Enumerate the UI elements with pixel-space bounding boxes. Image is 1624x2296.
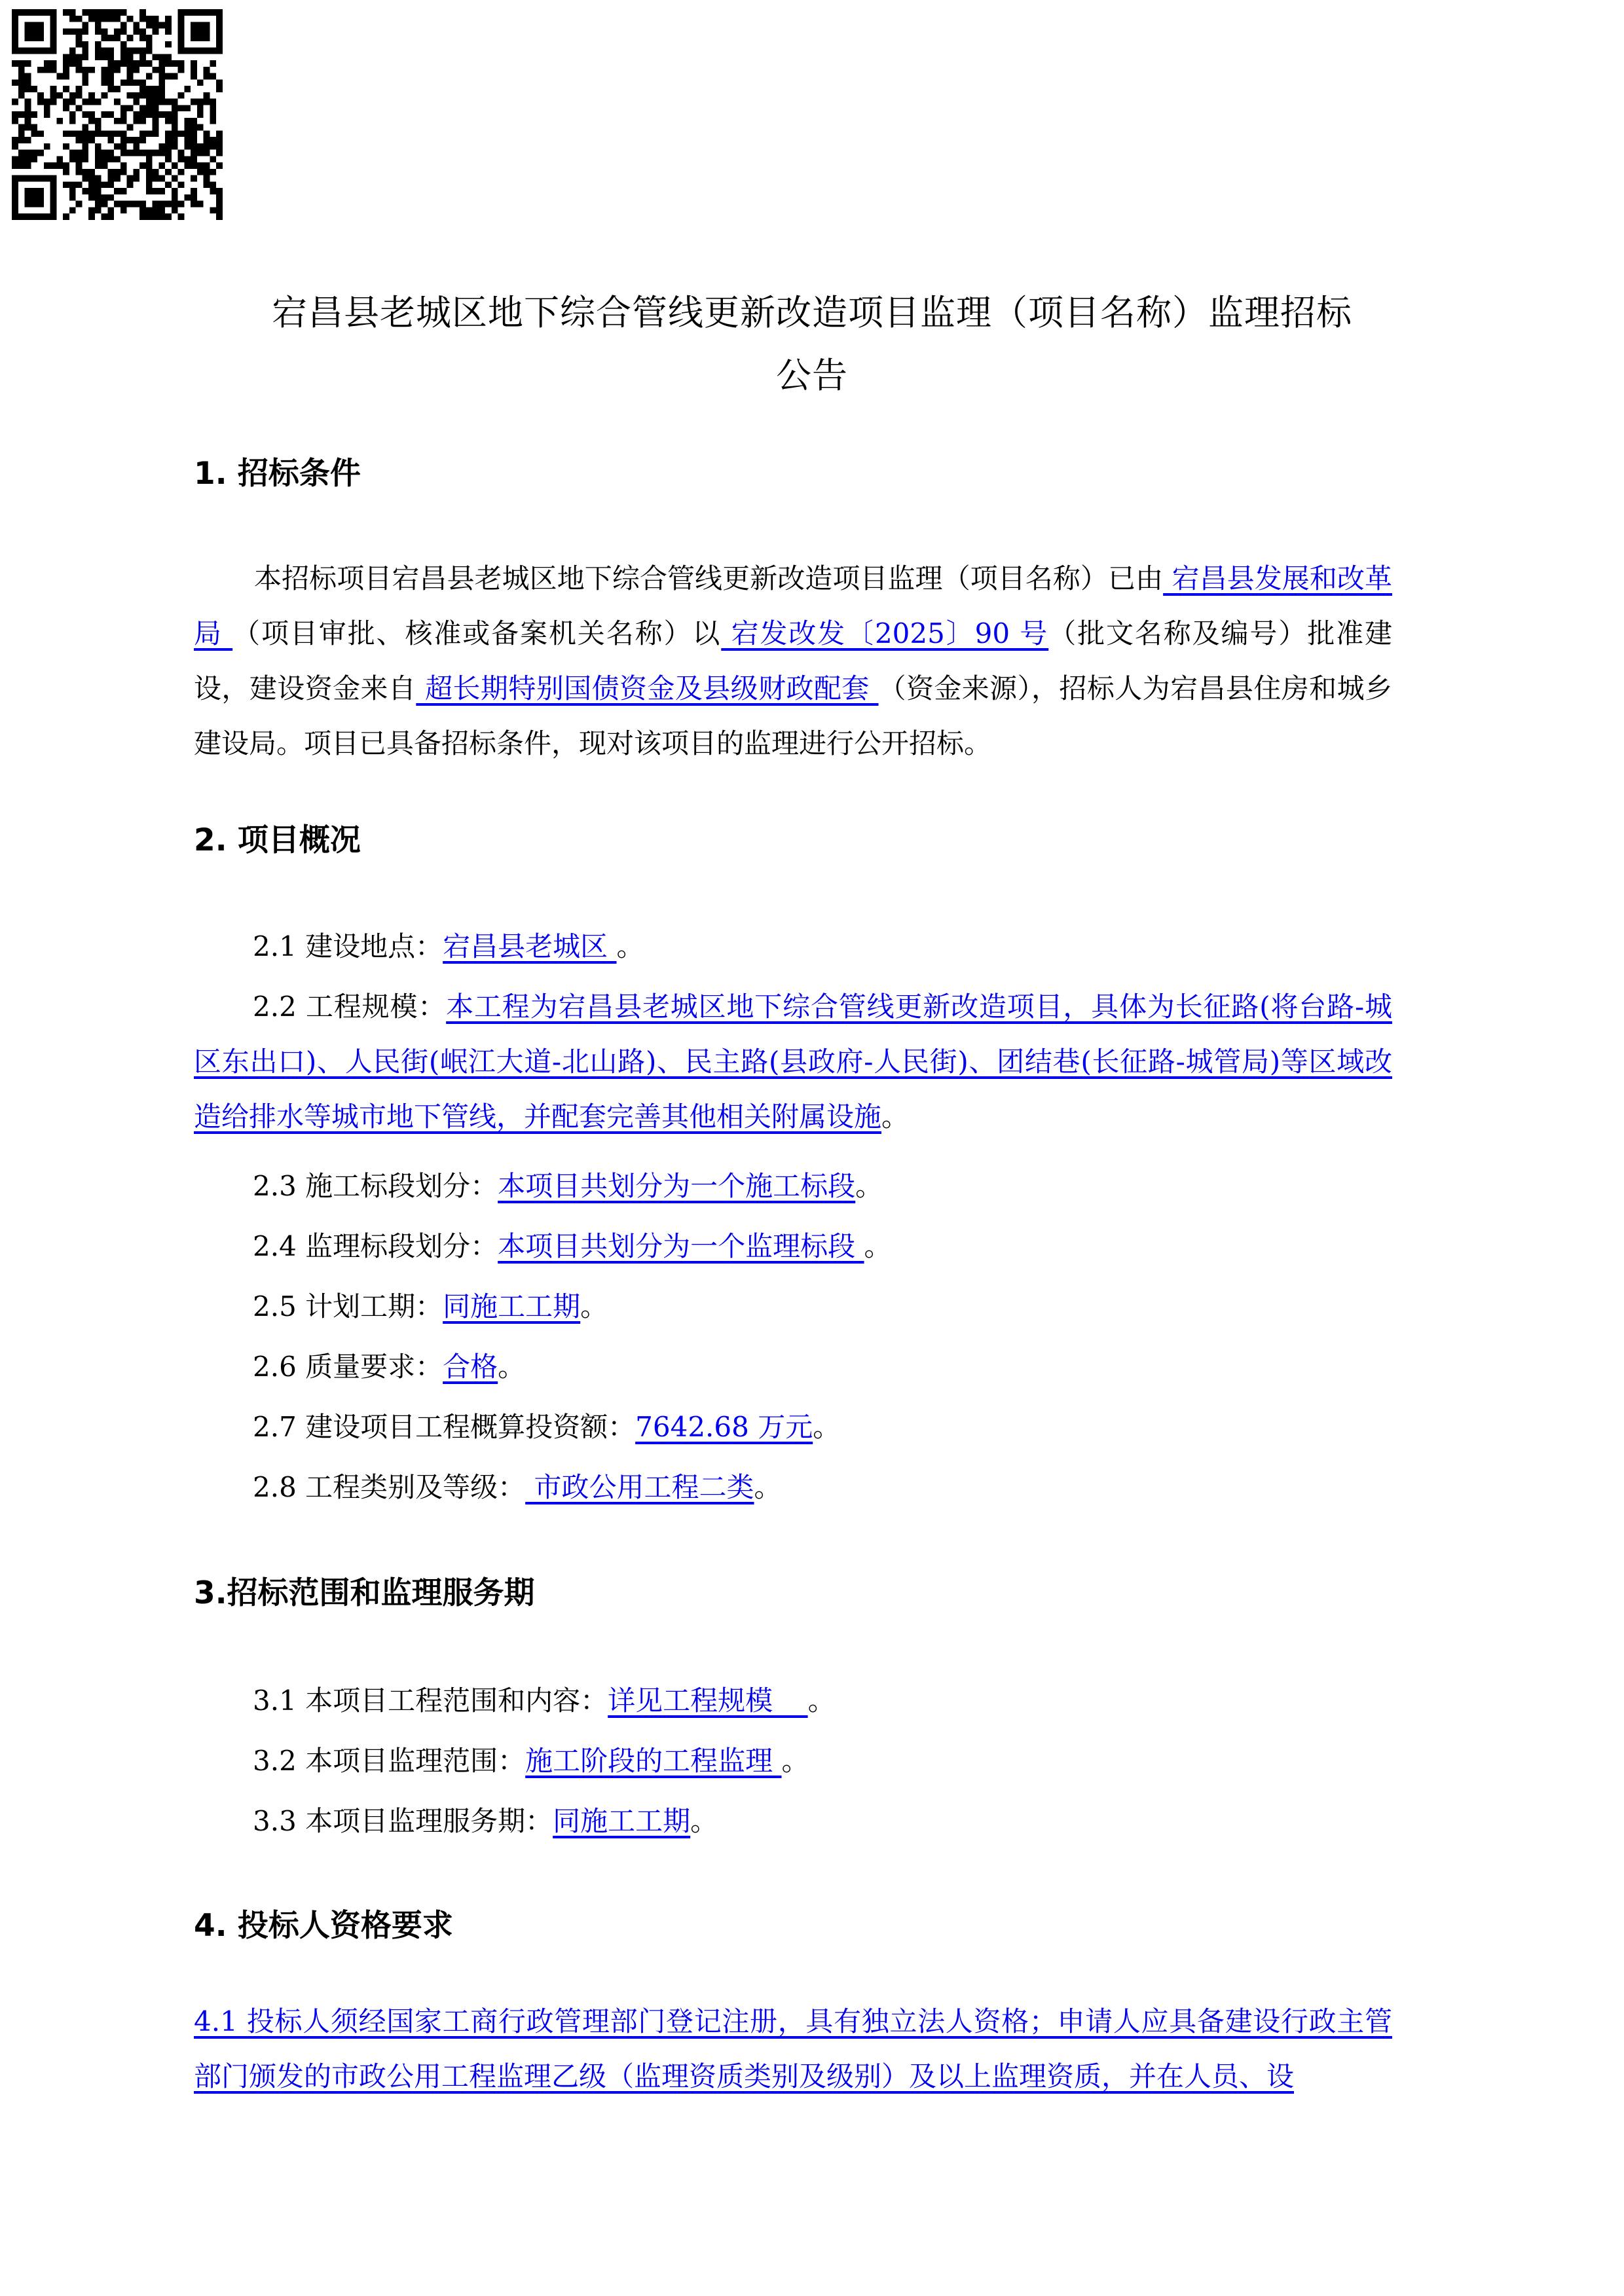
item-label: 2.7 建设项目工程概算投资额： (253, 1411, 636, 1443)
item-value-link[interactable]: 同施工工期 (443, 1290, 581, 1322)
item-label: 2.6 质量要求： (253, 1351, 443, 1383)
title-line-2: 公告 (776, 355, 848, 396)
item-2-7 (253, 1400, 840, 1455)
item-tail: 。 (754, 1471, 782, 1503)
text: 本招标项目宕昌县老城区地下综合管线更新改造项目监理（项目名称）已由 (254, 562, 1164, 594)
approver-link[interactable]: 宕昌县发展和改革局 (194, 562, 1392, 649)
item-tail: 。 (498, 1351, 526, 1383)
item-label: 3.2 本项目监理范围： (253, 1745, 526, 1777)
text: （资金来源），招标人为宕昌县住房和城乡建设局。项目已具备招标条件，现对该项目的监理进行公开招标。 (194, 672, 1392, 759)
item-label: 2.5 计划工期： (253, 1290, 443, 1322)
item-2-4 (253, 1219, 892, 1274)
item-tail: 。 (781, 1745, 809, 1777)
item-3-3 (253, 1794, 718, 1849)
item-label: 2.2 工程规模： (253, 991, 447, 1023)
item-label: 2.4 监理标段划分： (253, 1230, 498, 1262)
title-line-1: 宕昌县老城区地下综合管线更新改造项目监理（项目名称）监理招标 (272, 292, 1352, 333)
item-tail: 。 (855, 1170, 883, 1202)
item-value-link[interactable]: 本项目共划分为一个施工标段 (498, 1170, 856, 1202)
section-1-heading: 1. 招标条件 (194, 456, 361, 492)
section-1-paragraph (194, 551, 1392, 771)
item-tail: 。 (881, 1101, 910, 1133)
item-2-8 (253, 1460, 782, 1515)
item-3-1 (253, 1673, 836, 1728)
item-value-link[interactable]: 施工阶段的工程监理 (525, 1745, 782, 1777)
qr-code-icon (12, 9, 223, 220)
item-value-link[interactable]: 详见工程规模 (608, 1685, 808, 1717)
item-3-2 (253, 1734, 809, 1789)
item-value-link[interactable]: 本项目共划分为一个监理标段 (498, 1230, 864, 1262)
section-2-heading: 2. 项目概况 (194, 822, 361, 858)
item-value-link[interactable]: 本工程为宕昌县老城区地下综合管线更新改造项目，具体为长征路(将台路-城区东出口)、人民街(岷江大道-北山路)、民主路(县政府-人民街)、团结巷(长征路-城管局)等区域改造给排水等城市地下管线，并配套完善其他相关附属设施 (194, 991, 1392, 1133)
item-2-1 (253, 919, 644, 974)
document-title (196, 282, 1428, 407)
item-label: 2.3 施工标段划分： (253, 1170, 498, 1202)
item-4-1 (194, 1994, 1392, 2104)
item-value-link[interactable]: 7642.68 万元 (635, 1411, 813, 1443)
item-label: 2.1 建设地点： (253, 930, 443, 962)
item-2-5 (253, 1279, 608, 1334)
item-2-6 (253, 1339, 525, 1394)
item-value-link[interactable]: 市政公用工程二类 (525, 1471, 754, 1503)
item-value-link[interactable]: 合格 (443, 1351, 498, 1383)
item-label: 2.8 工程类别及等级： (253, 1471, 526, 1503)
item-tail: 。 (807, 1685, 836, 1717)
item-tail: 。 (580, 1290, 608, 1322)
section-4-heading: 4. 投标人资格要求 (194, 1908, 453, 1944)
text: （项目审批、核准或备案机关名称）以 (232, 617, 722, 649)
fund-source-link[interactable]: 超长期特别国债资金及县级财政配套 (416, 672, 879, 704)
document-number-link[interactable]: 宕发改发〔2025〕90 号 (721, 617, 1049, 649)
item-tail: 。 (616, 930, 644, 962)
item-2-3 (253, 1159, 883, 1214)
item-label: 3.1 本项目工程范围和内容： (253, 1685, 608, 1717)
qualification-link[interactable]: 4.1 投标人须经国家工商行政管理部门登记注册，具有独立法人资格；申请人应具备建设行政主管部门颁发的市政公用工程监理乙级（监理资质类别及级别）及以上监理资质，并在人员、设 (194, 2005, 1392, 2092)
item-tail: 。 (690, 1805, 718, 1837)
item-tail: 。 (813, 1411, 841, 1443)
item-label: 3.3 本项目监理服务期： (253, 1805, 553, 1837)
text: （批文名称及编号）批准建设，建设资金来自 (194, 617, 1392, 704)
item-value-link[interactable]: 同施工工期 (553, 1805, 691, 1837)
section-3-heading: 3.招标范围和监理服务期 (194, 1575, 535, 1611)
item-tail: 。 (864, 1230, 892, 1262)
item-2-2 (194, 979, 1392, 1144)
item-value-link[interactable]: 宕昌县老城区 (443, 930, 617, 962)
